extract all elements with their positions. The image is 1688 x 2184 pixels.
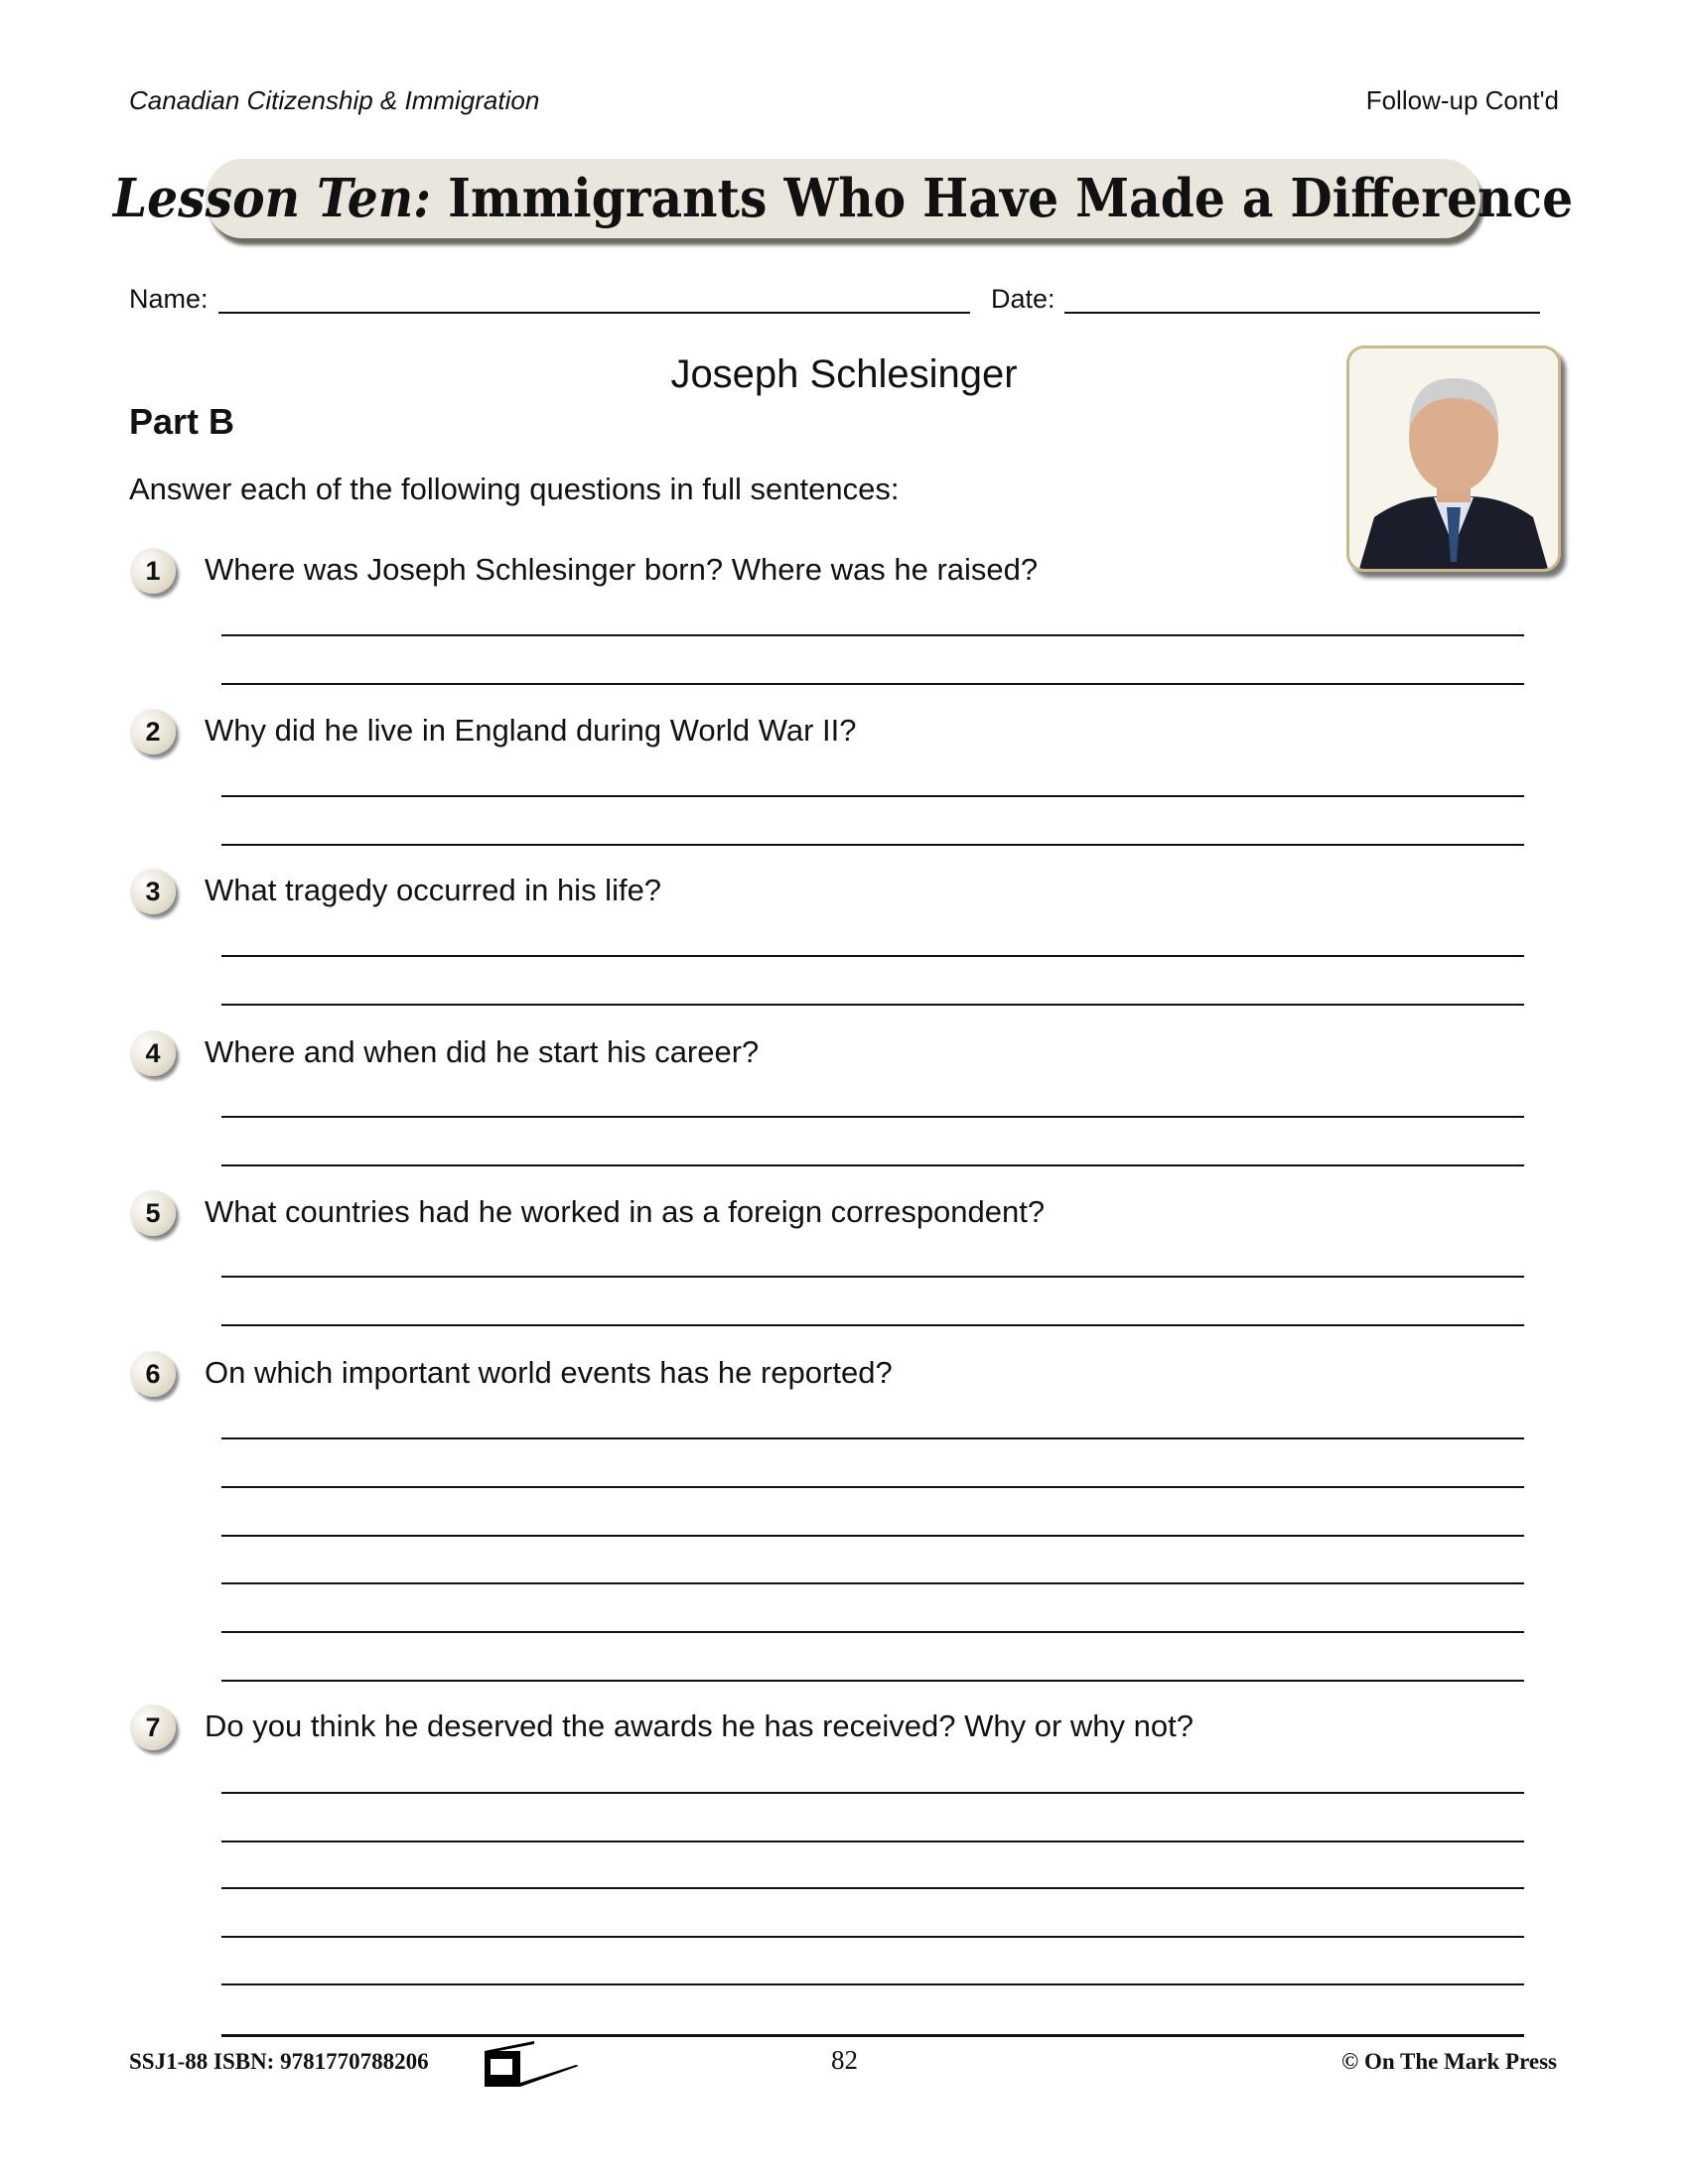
date-field[interactable] bbox=[1064, 312, 1540, 314]
portrait-photo bbox=[1346, 345, 1561, 572]
book-icon bbox=[485, 2041, 579, 2092]
question-number-badge: 7 bbox=[130, 1705, 176, 1750]
person-name: Joseph Schlesinger bbox=[670, 352, 1018, 396]
date-label: Date: bbox=[991, 284, 1055, 314]
answer-line[interactable] bbox=[221, 683, 1524, 685]
answer-line[interactable] bbox=[221, 955, 1524, 957]
footer-rule bbox=[221, 2034, 1524, 2037]
answer-line[interactable] bbox=[221, 1486, 1524, 1488]
name-field[interactable] bbox=[218, 312, 970, 314]
question-text: Where was Joseph Schlesinger born? Where was he raised? bbox=[205, 552, 1039, 587]
answer-line[interactable] bbox=[221, 1631, 1524, 1633]
answer-line[interactable] bbox=[221, 844, 1524, 846]
instructions: Answer each of the following questions in full sentences: bbox=[129, 472, 900, 506]
answer-line[interactable] bbox=[221, 1437, 1524, 1439]
answer-line[interactable] bbox=[221, 634, 1524, 636]
answer-line[interactable] bbox=[221, 795, 1524, 797]
answer-line[interactable] bbox=[221, 1887, 1524, 1889]
footer-code: SSJ1-88 ISBN: 9781770788206 bbox=[129, 2049, 429, 2074]
answer-line[interactable] bbox=[221, 1680, 1524, 1682]
answer-line[interactable] bbox=[221, 1004, 1524, 1006]
lesson-title-banner bbox=[112, 159, 1574, 238]
question-number-badge: 3 bbox=[130, 869, 176, 914]
answer-line[interactable] bbox=[221, 1582, 1524, 1584]
question-text: Do you think he deserved the awards he has received? Why or why not? bbox=[205, 1708, 1194, 1743]
copyright: © On The Mark Press bbox=[1341, 2049, 1557, 2074]
lesson-title: Immigrants Who Have Made a Difference bbox=[448, 168, 1574, 229]
header-course-title: Canadian Citizenship & Immigration bbox=[129, 85, 540, 115]
question-text: On which important world events has he reported? bbox=[205, 1355, 893, 1390]
part-heading: Part B bbox=[129, 401, 235, 442]
header-section: Follow-up Cont'd bbox=[1365, 85, 1559, 115]
question-number-badge: 4 bbox=[130, 1030, 176, 1076]
question-text: What tragedy occurred in his life? bbox=[205, 873, 662, 907]
answer-line[interactable] bbox=[221, 1324, 1524, 1326]
answer-line[interactable] bbox=[221, 1936, 1524, 1938]
answer-line[interactable] bbox=[221, 1983, 1524, 1985]
answer-line[interactable] bbox=[221, 1535, 1524, 1537]
page-number: 82 bbox=[831, 2045, 858, 2075]
question-text: Where and when did he start his career? bbox=[205, 1034, 760, 1069]
answer-line[interactable] bbox=[221, 1164, 1524, 1166]
question-text: Why did he live in England during World War II? bbox=[205, 713, 857, 748]
question-number-badge: 2 bbox=[130, 709, 176, 754]
question-number-badge: 5 bbox=[130, 1190, 176, 1236]
question-text: What countries had he worked in as a foreign correspondent? bbox=[205, 1194, 1046, 1229]
question-number-badge: 6 bbox=[130, 1351, 176, 1397]
answer-line[interactable] bbox=[221, 1792, 1524, 1794]
answer-line[interactable] bbox=[221, 1841, 1524, 1843]
lesson-number: Lesson Ten: bbox=[112, 168, 432, 229]
answer-line[interactable] bbox=[221, 1276, 1524, 1278]
question-number-badge: 1 bbox=[130, 548, 176, 594]
answer-line[interactable] bbox=[221, 1116, 1524, 1118]
name-label: Name: bbox=[129, 284, 209, 314]
